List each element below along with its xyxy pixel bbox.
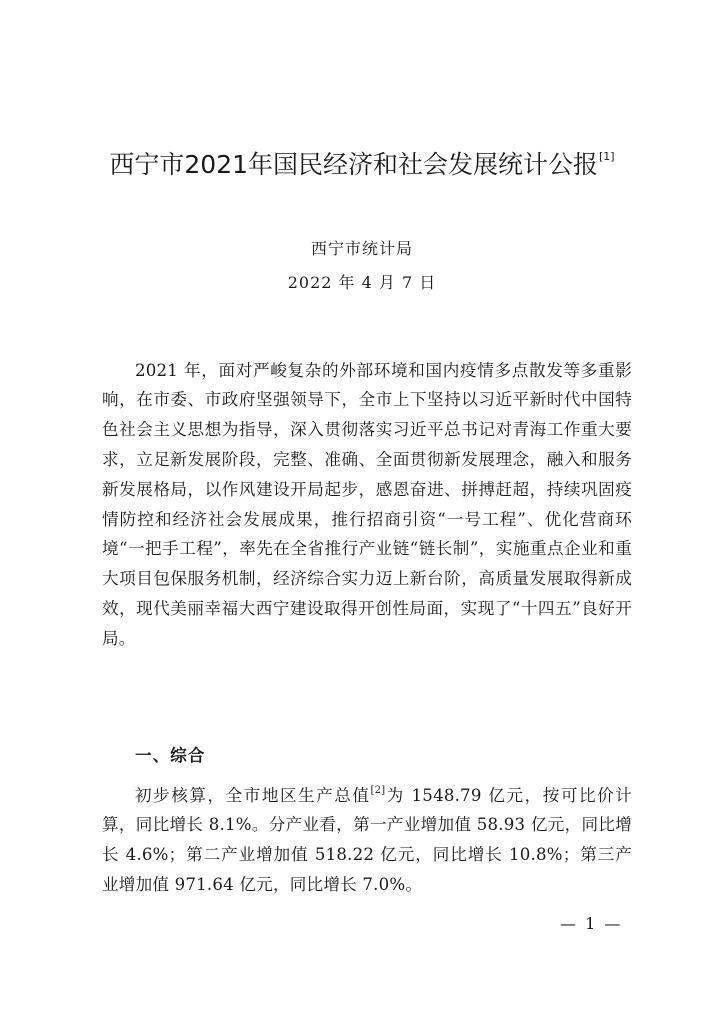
- report-title: [60, 145, 664, 181]
- page-number: — 1 —: [560, 914, 623, 933]
- section-heading-overview: 一、综合: [135, 745, 206, 765]
- date-line: 2022 年 4 月 7 日: [287, 273, 437, 292]
- overview-text-start: 初步核算，全市地区生产总值: [135, 785, 371, 805]
- author-line: 西宁市统计局: [310, 239, 413, 258]
- gdp-footnote-mark: [2]: [370, 784, 386, 796]
- intro-paragraph: 2021 年，面对严峻复杂的外部环境和国内疫情多点散发等多重影响，在市委、市政府坚强领导下，全市上下坚持以习近平新时代中国特色社会主义思想为指导，深入贯彻落实习近平总书记对青海工作重大要求，立足新发展阶段，完整、准确、全面贯彻新发展理念，融入和服务新发展格局，以作风建设开局起步，感恩奋进、拼搏赶超，持续巩固疫情防控和经济社会发展成果，推行招商引资“一号工程”、优化营商环境“一把手工程”，率先在全省推行产业链“链长制”，实施重点企业和重大项目包保服务机制，经济综合实力迈上新台阶，高质量发展取得新成效，现代美丽幸福大西宁建设取得开创性局面，实现了“十四五”良好开局。: [102, 360, 632, 648]
- title-footnote-mark: [1]: [599, 149, 615, 163]
- overview-paragraph: [102, 776, 632, 900]
- report-title-text: 西宁市2021年国民经济和社会发展统计公报: [109, 149, 599, 179]
- overview-text-rest: 为 1548.79 亿元，按可比价计算，同比增长 8.1%。分产业看，第一产业增加值 58.93 亿元，同比增长 4.6%；第二产业增加值 518.22 亿元，同比增长 10.8%；第三产业增加值 971.64 亿元，同比增长 7.0%。: [102, 785, 632, 894]
